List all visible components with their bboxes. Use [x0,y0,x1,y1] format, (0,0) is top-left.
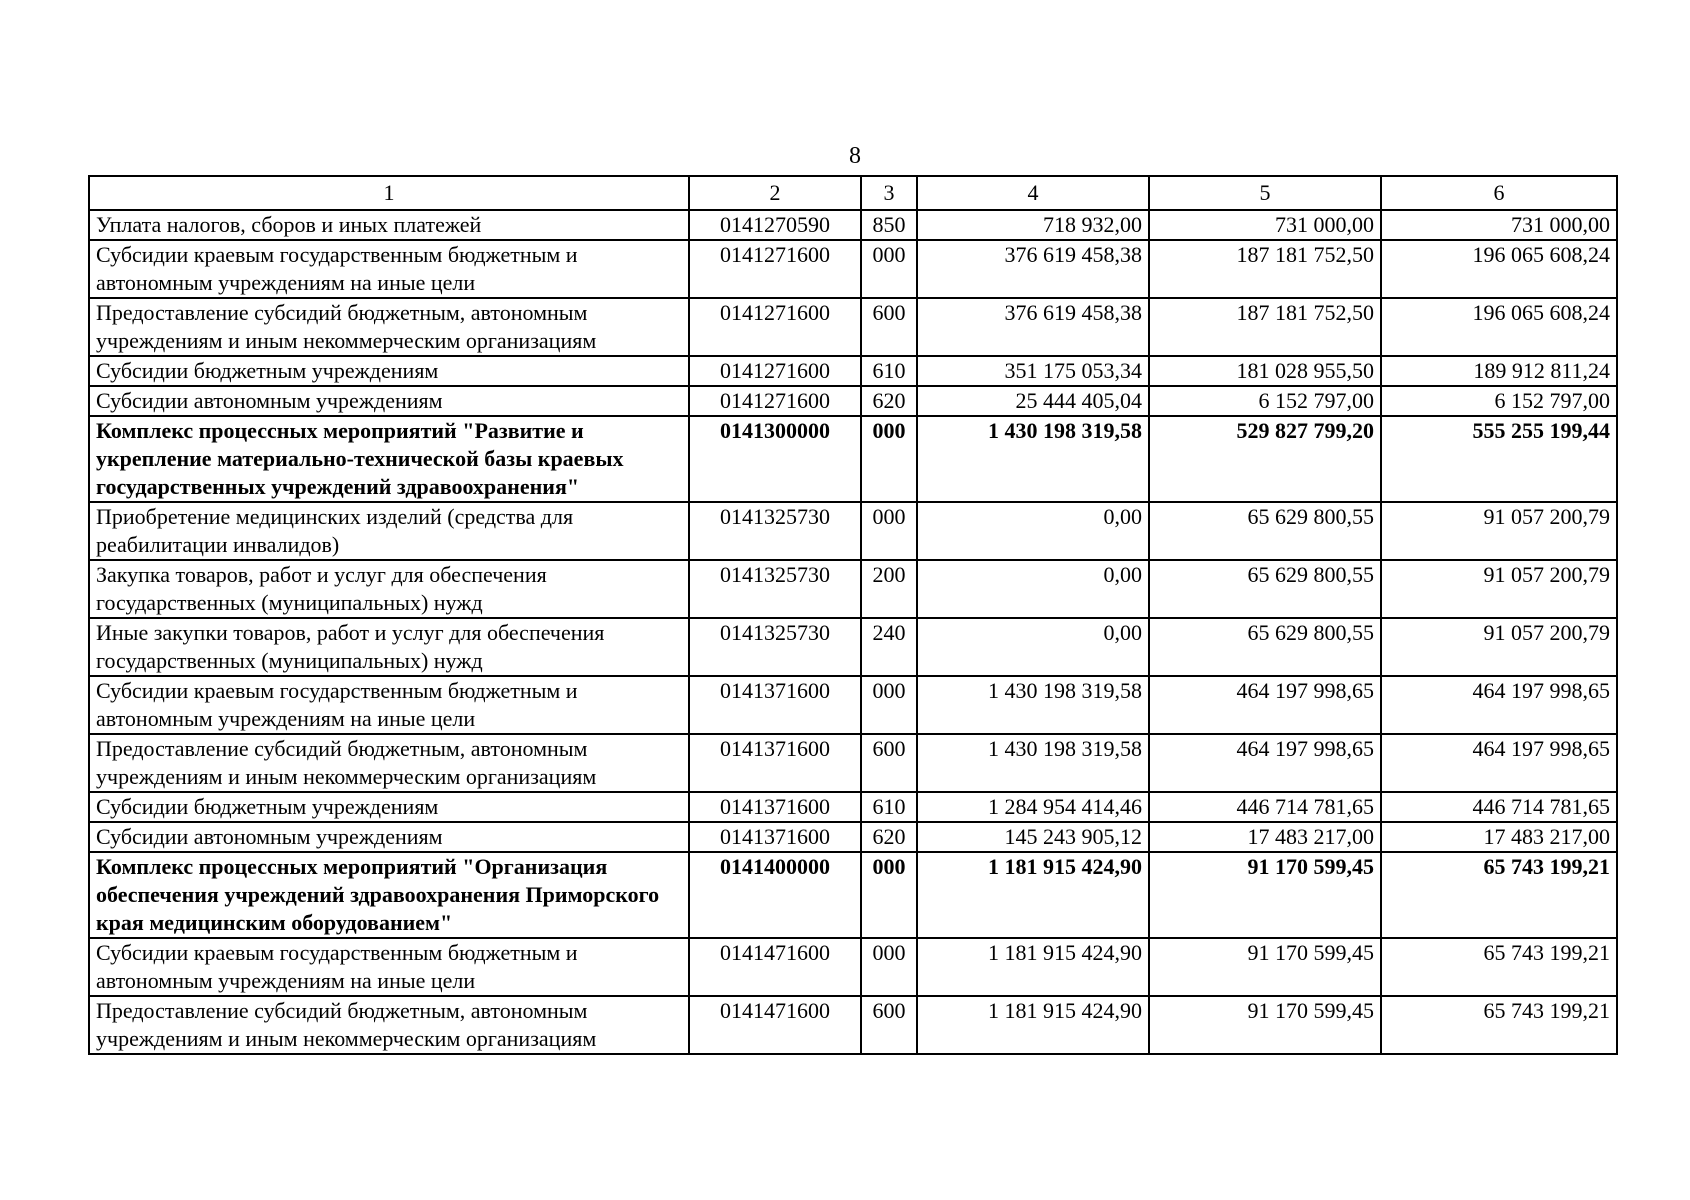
row-name-cell: Субсидии бюджетным учреждениям [89,792,689,822]
row-value-col5: 6 152 797,00 [1149,386,1381,416]
row-code-cell: 0141271600 [689,240,861,298]
table-row [89,676,1617,734]
row-name-cell: Субсидии бюджетным учреждениям [89,356,689,386]
row-value-col4: 1 284 954 414,46 [917,792,1149,822]
row-value-col6: 91 057 200,79 [1381,618,1617,676]
row-value-col6: 91 057 200,79 [1381,560,1617,618]
row-type-cell: 240 [861,618,917,676]
row-value-col6: 196 065 608,24 [1381,240,1617,298]
row-value-col5: 446 714 781,65 [1149,792,1381,822]
row-value-col6: 65 743 199,21 [1381,938,1617,996]
row-value-col5: 731 000,00 [1149,210,1381,240]
row-value-col4: 1 181 915 424,90 [917,938,1149,996]
row-code-cell: 0141471600 [689,938,861,996]
row-type-cell: 600 [861,298,917,356]
row-type-cell: 620 [861,386,917,416]
row-value-col5: 17 483 217,00 [1149,822,1381,852]
row-type-cell: 000 [861,502,917,560]
row-value-col4: 0,00 [917,502,1149,560]
row-code-cell: 0141325730 [689,502,861,560]
row-value-col4: 1 430 198 319,58 [917,676,1149,734]
row-name-cell: Субсидии автономным учреждениям [89,386,689,416]
row-value-col5: 529 827 799,20 [1149,416,1381,502]
row-value-col6: 65 743 199,21 [1381,852,1617,938]
row-name-cell: Субсидии краевым государственным бюджетным и автономным учреждениям на иные цели [89,676,689,734]
row-name-cell: Предоставление субсидий бюджетным, автономным учреждениям и иным некоммерческим организациям [89,996,689,1054]
row-type-cell: 000 [861,852,917,938]
row-type-cell: 000 [861,938,917,996]
table-row [89,502,1617,560]
row-value-col4: 0,00 [917,618,1149,676]
row-name-cell: Комплекс процессных мероприятий "Организация обеспечения учреждений здравоохранения Приморского края медицинским оборудованием" [89,852,689,938]
row-code-cell: 0141371600 [689,822,861,852]
table-row [89,618,1617,676]
row-code-cell: 0141400000 [689,852,861,938]
table-row [89,416,1617,502]
table-row [89,210,1617,240]
row-code-cell: 0141271600 [689,298,861,356]
column-header: 2 [689,176,861,210]
row-value-col4: 1 430 198 319,58 [917,416,1149,502]
table-header-row [89,176,1617,210]
row-code-cell: 0141325730 [689,618,861,676]
table-row [89,792,1617,822]
row-value-col6: 6 152 797,00 [1381,386,1617,416]
table-row [89,356,1617,386]
row-value-col6: 189 912 811,24 [1381,356,1617,386]
row-name-cell: Иные закупки товаров, работ и услуг для обеспечения государственных (муниципальных) нужд [89,618,689,676]
row-type-cell: 610 [861,792,917,822]
row-value-col6: 731 000,00 [1381,210,1617,240]
row-value-col4: 0,00 [917,560,1149,618]
row-type-cell: 200 [861,560,917,618]
table-row [89,938,1617,996]
row-value-col5: 187 181 752,50 [1149,298,1381,356]
column-header: 6 [1381,176,1617,210]
row-name-cell: Предоставление субсидий бюджетным, автономным учреждениям и иным некоммерческим организациям [89,298,689,356]
row-value-col5: 91 170 599,45 [1149,852,1381,938]
row-type-cell: 620 [861,822,917,852]
row-name-cell: Субсидии автономным учреждениям [89,822,689,852]
row-value-col4: 1 181 915 424,90 [917,996,1149,1054]
row-name-cell: Предоставление субсидий бюджетным, автономным учреждениям и иным некоммерческим организациям [89,734,689,792]
row-value-col5: 65 629 800,55 [1149,618,1381,676]
table-row [89,386,1617,416]
row-value-col4: 1 430 198 319,58 [917,734,1149,792]
page-number: 8 [849,143,861,169]
row-value-col5: 464 197 998,65 [1149,734,1381,792]
column-header: 5 [1149,176,1381,210]
column-header: 1 [89,176,689,210]
budget-table [88,175,1618,1055]
row-name-cell: Субсидии краевым государственным бюджетным и автономным учреждениям на иные цели [89,240,689,298]
row-value-col6: 196 065 608,24 [1381,298,1617,356]
row-type-cell: 600 [861,996,917,1054]
row-code-cell: 0141300000 [689,416,861,502]
row-code-cell: 0141271600 [689,356,861,386]
row-value-col5: 91 170 599,45 [1149,996,1381,1054]
row-value-col4: 376 619 458,38 [917,298,1149,356]
table-row [89,240,1617,298]
row-value-col4: 25 444 405,04 [917,386,1149,416]
row-value-col4: 376 619 458,38 [917,240,1149,298]
table-body [89,210,1617,1054]
row-value-col5: 65 629 800,55 [1149,560,1381,618]
column-header: 4 [917,176,1149,210]
row-code-cell: 0141371600 [689,676,861,734]
table-row [89,298,1617,356]
row-code-cell: 0141270590 [689,210,861,240]
row-name-cell: Субсидии краевым государственным бюджетным и автономным учреждениям на иные цели [89,938,689,996]
table-row [89,852,1617,938]
row-code-cell: 0141471600 [689,996,861,1054]
row-name-cell: Приобретение медицинских изделий (средства для реабилитации инвалидов) [89,502,689,560]
row-value-col5: 187 181 752,50 [1149,240,1381,298]
row-value-col4: 718 932,00 [917,210,1149,240]
row-type-cell: 610 [861,356,917,386]
table-row [89,560,1617,618]
row-name-cell: Закупка товаров, работ и услуг для обеспечения государственных (муниципальных) нужд [89,560,689,618]
row-value-col5: 181 028 955,50 [1149,356,1381,386]
row-code-cell: 0141371600 [689,734,861,792]
row-value-col4: 145 243 905,12 [917,822,1149,852]
row-value-col6: 464 197 998,65 [1381,734,1617,792]
row-value-col6: 17 483 217,00 [1381,822,1617,852]
row-code-cell: 0141271600 [689,386,861,416]
row-type-cell: 000 [861,416,917,502]
row-type-cell: 000 [861,676,917,734]
row-value-col6: 464 197 998,65 [1381,676,1617,734]
row-type-cell: 850 [861,210,917,240]
row-value-col5: 464 197 998,65 [1149,676,1381,734]
row-value-col6: 555 255 199,44 [1381,416,1617,502]
table-row [89,822,1617,852]
row-value-col4: 351 175 053,34 [917,356,1149,386]
row-type-cell: 000 [861,240,917,298]
row-code-cell: 0141371600 [689,792,861,822]
table-row [89,734,1617,792]
row-code-cell: 0141325730 [689,560,861,618]
row-value-col6: 446 714 781,65 [1381,792,1617,822]
column-header: 3 [861,176,917,210]
row-type-cell: 600 [861,734,917,792]
row-name-cell: Комплекс процессных мероприятий "Развитие и укрепление материально-технической базы краевых государственных учреждений здравоохранения" [89,416,689,502]
table-row [89,996,1617,1054]
row-value-col6: 65 743 199,21 [1381,996,1617,1054]
row-value-col6: 91 057 200,79 [1381,502,1617,560]
row-name-cell: Уплата налогов, сборов и иных платежей [89,210,689,240]
row-value-col5: 91 170 599,45 [1149,938,1381,996]
row-value-col4: 1 181 915 424,90 [917,852,1149,938]
row-value-col5: 65 629 800,55 [1149,502,1381,560]
